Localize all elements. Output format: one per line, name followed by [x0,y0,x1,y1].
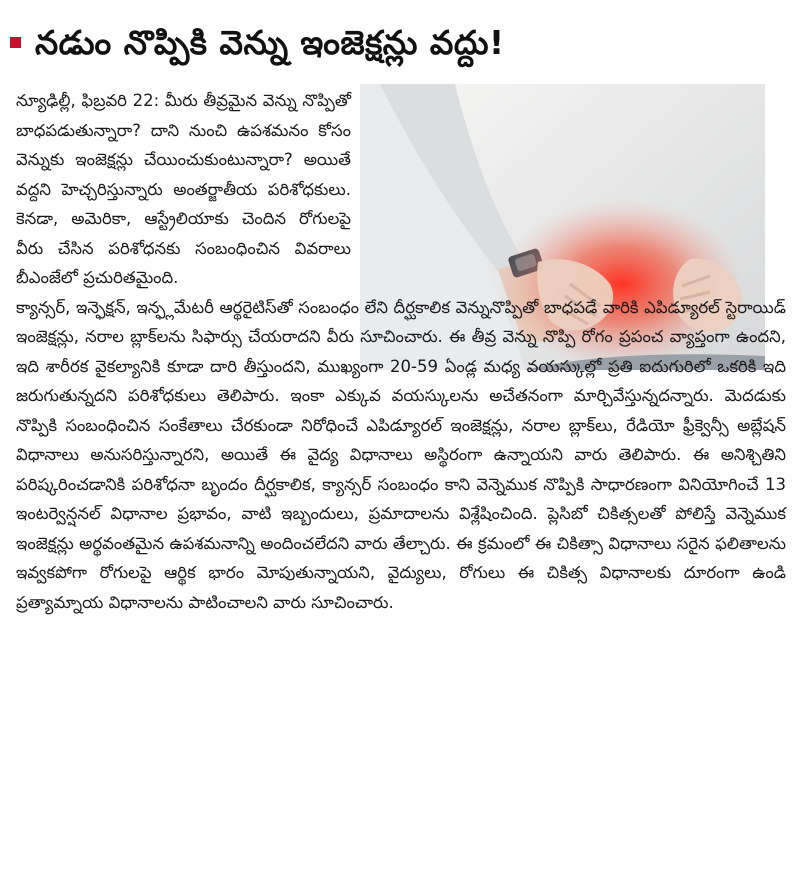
article-headline: నడుం నొప్పికి వెన్ను ఇంజెక్షన్లు వద్దు! [35,22,505,62]
intro-text: మీరు తీవ్రమైన వెన్ను నొప్పితో బాధపడుతున్నారా? దాని నుంచి ఉపశమనం కోసం వెన్నుకు ఇంజెక్షన్లు చేయించుకుంటున్నారా? అయితే వద్దని హెచ్చరిస్తున్నారు అంతర్జాతీయ పరిశోధకులు. కెనడా, అమెరికా, ఆస్ట్రేలియాకు చెందిన రోగులపై వీరు చేసిన పరిశోధనకు సంబంధించిన వివరాలు బీఎంజేలో ప్రచురితమైంది. [16,91,351,287]
square-bullet-icon [10,37,21,48]
article-main-text: క్యాన్సర్, ఇన్ఫెక్షన్, ఇన్ఫ్లమేటరీ ఆర్థరైటిస్‌తో సంబంధం లేని దీర్ఘకాలిక వెన్నునొప్పితో బాధపడే వారికి ఎపిడ్యూరల్ స్టెరాయిడ్ ఇంజెక్షన్లు, నరాల బ్లాక్‌లను సిఫార్సు చేయరాదని వీరు సూచించారు. ఈ తీవ్ర వెన్ను నొప్పి రోగం ప్రపంచ వ్యాప్తంగా ఉందని, ఇది శారీరక వైకల్యానికి కూడా దారి తీస్తుందని, ముఖ్యంగా 20-59 ఏండ్ల మధ్య వయస్కుల్లో ప్రతి ఐదుగురిలో ఒకరికి ఇది జరుగుతున్నదని పరిశోధకులు తెలిపారు. ఇంకా ఎక్కువ వయస్కులను అచేతనంగా మార్చివేస్తున్నదన్నారు. మెదడుకు నొప్పికి సంబంధించిన సంకేతాలు చేరకుండా నిరోధించే ఎపిడ్యూరల్ ఇంజెక్షన్లు, నరాల బ్లాక్‌లు, రేడియో ఫ్రీక్వెన్సీ అబ్లేషన్ విధానాలు అనుసరిస్తున్నారని, అయితే ఈ వైద్య విధానాలు అస్థిరంగా ఉన్నాయని వారు తెలిపారు. ఈ అనిశ్చితిని పరిష్కరించడానికి పరిశోధనా బృందం దీర్ఘకాలిక, క్యాన్సర్ సంబంధం కాని వెన్నెముక నొప్పికి సాధారణంగా వినియోగించే 13 ఇంటర్వెన్షనల్ విధానాల ప్రభావం, వాటి ఇబ్బందులు, ప్రమాదాలను విశ్లేషించింది. ప్లెసిబో చికిత్సలతో పోలిస్తే వెన్నెముక ఇంజెక్షన్లు అర్థవంతమైన ఉపశమనాన్ని అందించలేదని వారు తేల్చారు. ఈ క్రమంలో ఈ చికిత్సా విధానాలు సరైన ఫలితాలను ఇవ్వకపోగా రోగులపై ఆర్థిక భారం మోపుతున్నాయని, వైద్యులు, రోగులు ఈ చికిత్స విధానాలకు దూరంగా ఉండి ప్రత్యామ్నాయ విధానాలను పాటించాలని వారు సూచించారు. [16,297,786,612]
headline-row [10,18,790,66]
article-body [16,86,786,617]
article-intro [16,86,351,293]
dateline: న్యూఢిల్లీ, ఫిబ్రవరి 22: [16,91,160,110]
